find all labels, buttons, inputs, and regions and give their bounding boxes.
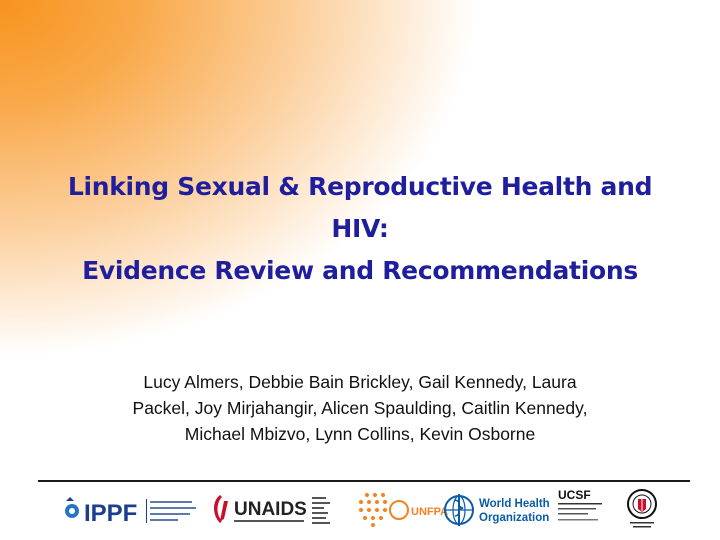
unaids-logo	[210, 491, 340, 531]
who-logo	[443, 490, 548, 530]
title-line-2: HIV:	[331, 214, 389, 243]
title-line-3: Evidence Review and Recommendations	[82, 256, 638, 285]
slide-title	[40, 166, 680, 292]
who-wordmark-line-2: Organization	[479, 512, 550, 524]
unfpa-logo	[355, 489, 449, 531]
footer-divider	[38, 480, 690, 482]
ippf-logo	[62, 493, 202, 529]
ucsf-logo	[556, 485, 616, 529]
author-line-2: Packel, Joy Mirjahangir, Alicen Spaulding, Caitlin Kennedy,	[132, 398, 588, 418]
author-list	[60, 369, 660, 447]
who-wordmark-line-1: World Health	[479, 498, 550, 510]
author-line-3: Michael Mbizvo, Lynn Collins, Kevin Osborne	[184, 424, 536, 444]
unaids-wordmark: UNAIDS	[234, 499, 307, 520]
ippf-wordmark: IPPF	[84, 500, 138, 527]
partner-logos	[0, 485, 720, 535]
university-seal-logo	[624, 487, 660, 529]
title-line-1: Linking Sexual & Reproductive Health and	[67, 172, 653, 201]
unfpa-wordmark: UNFPA	[411, 506, 449, 518]
author-line-1: Lucy Almers, Debbie Bain Brickley, Gail Kennedy, Laura	[143, 372, 577, 392]
ucsf-wordmark: UCSF	[558, 488, 591, 502]
